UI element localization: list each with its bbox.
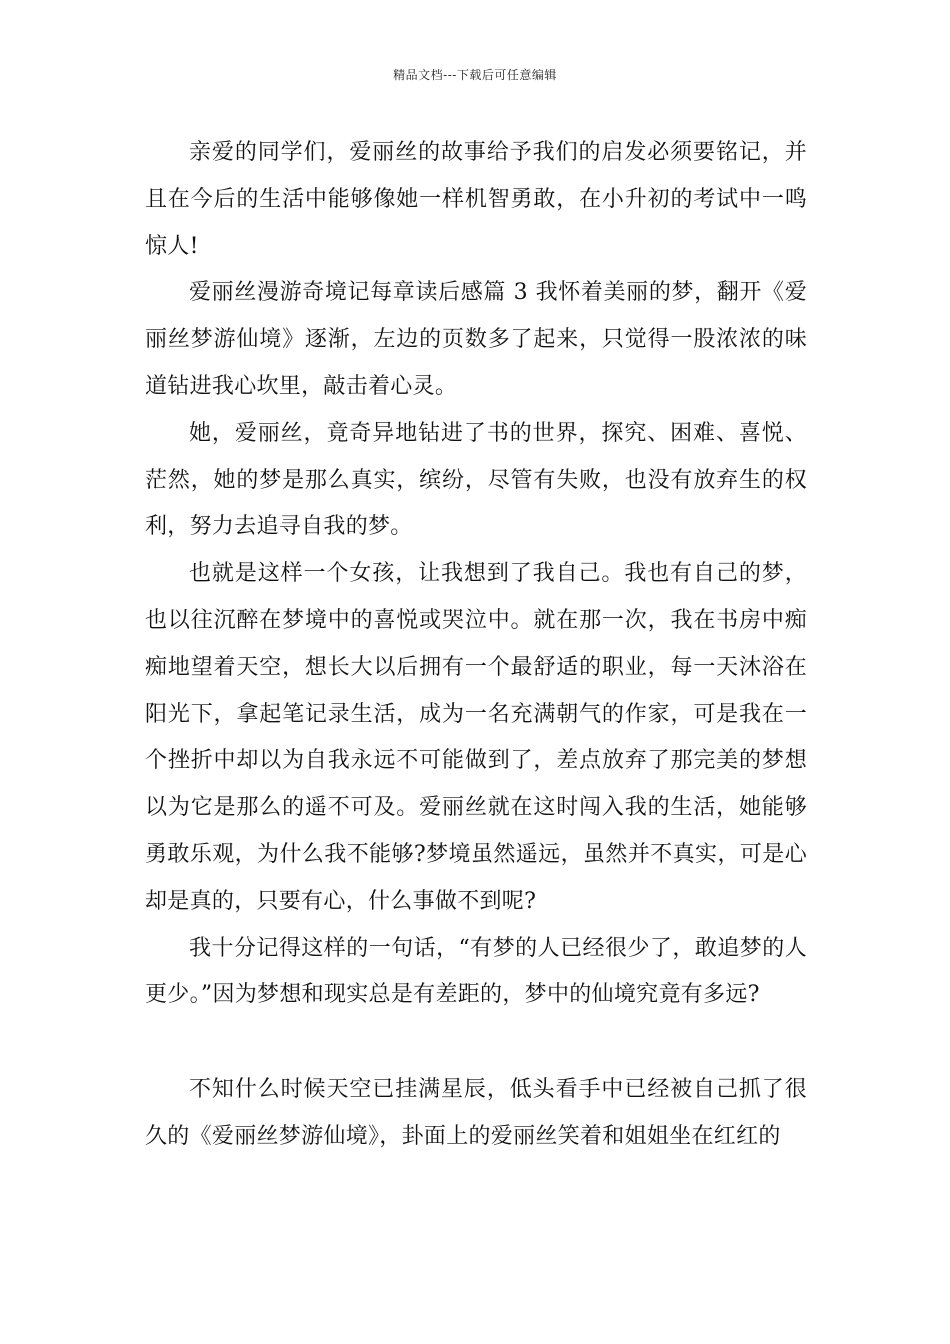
paragraph-3: 她，爱丽丝，竟奇异地钻进了书的世界，探究、困难、喜悦、茫然，她的梦是那么真实，缤纷，尽管有失败，也没有放弃生的权利，努力去追寻自我的梦。 (145, 420, 807, 540)
paragraph-4: 也就是这样一个女孩，让我想到了我自己。我也有自己的梦，也以往沉醉在梦境中的喜悦或哭泣中。就在那一次，我在书房中痴痴地望着天空，想长大以后拥有一个最舒适的职业，每一天沐浴在阳光下，拿起笔记录生活，成为一名充满朝气的作家，可是我在一个挫折中却以为自我永远不可能做到了，差点放弃了那完美的梦想以为它是那么的遥不可及。爱丽丝就在这时闯入我的生活，她能够勇敢乐观，为什么我不能够?梦境虽然遥远，虽然并不真实，可是心却是真的，只要有心，什么事做不到呢? (145, 561, 807, 914)
paragraph-5: 我十分记得这样的一句话，“有梦的人已经很少了，敢追梦的人更少。”因为梦想和现实总是有差距的，梦中的仙境究竟有多远? (145, 935, 807, 1008)
paragraph-1: 亲爱的同学们，爱丽丝的故事给予我们的启发必须要铭记，并且在今后的生活中能够像她一样机智勇敢，在小升初的考试中一鸣惊人! (145, 140, 807, 259)
document-body (145, 130, 807, 1161)
paragraph-2: 爱丽丝漫游奇境记每章读后感篇 3 我怀着美丽的梦，翻开《爱丽丝梦游仙境》逐渐，左边的页数多了起来，只觉得一股浓浓的味道钻进我心坎里，敲击着心灵。 (145, 280, 807, 399)
paragraph-6: 不知什么时候天空已挂满星辰，低头看手中已经被自己抓了很久的《爱丽丝梦游仙境》，卦面上的爱丽丝笑着和姐姐坐在红红的 (145, 1077, 807, 1149)
paragraph-gap (145, 1019, 807, 1067)
page-header: 精品文档---下载后可任意编辑 (393, 68, 557, 82)
